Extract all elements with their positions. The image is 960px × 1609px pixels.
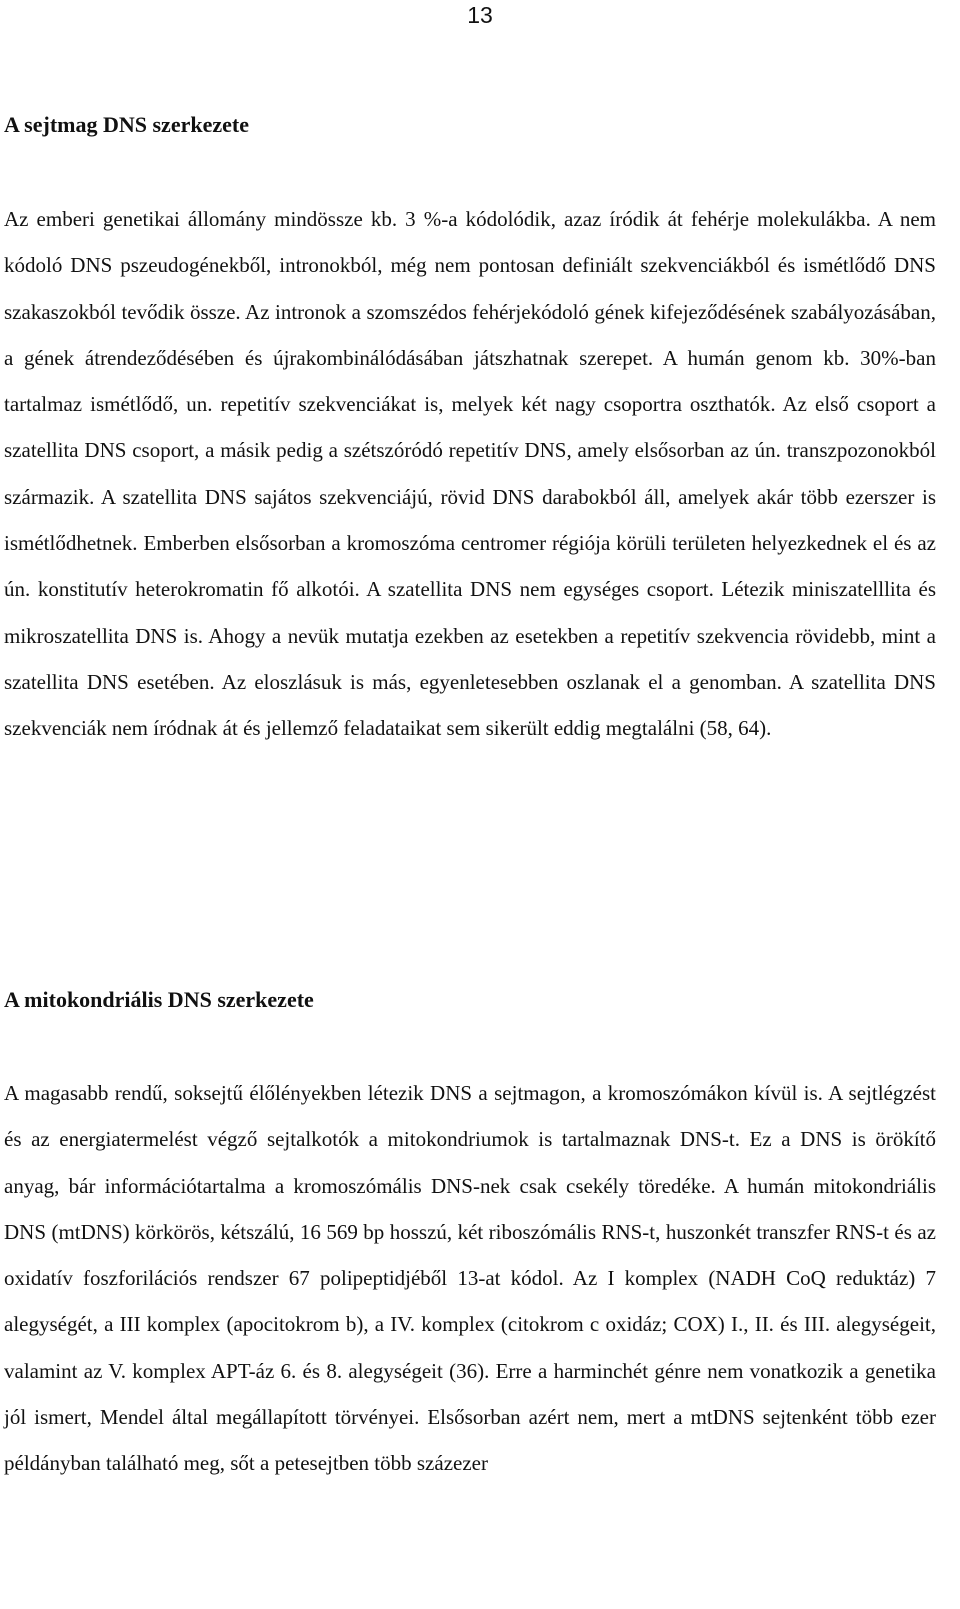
paragraph-nuclear-dna: Az emberi genetikai állomány mindössze kb. 3 %-a kódolódik, azaz íródik át fehérje molekulákba. A nem kódoló DNS pszeudogénekből, intronokból, még nem pontosan definiált szekvenciákból és ismétlődő DNS szakaszokból tevődik össze. Az intronok a szomszédos fehérjekódoló gének kifejeződésének szabályozásában, a gének átrendeződésében és újrakombinálódásában játszhatnak szerepet. A humán genom kb. 30%-ban tartalmaz ismétlődő, un. repetitív szekvenciákat is, melyek két nagy csoportra oszthatók. Az első csoport a szatellita DNS csoport, a másik pedig a szétszóródó repetitív DNS, amely elsősorban az ún. transzpozonokból származik. A szatellita DNS sajátos szekvenciájú, rövid DNS darabokból áll, amelyek akár több ezerszer is ismétlődhetnek. Emberben elsősorban a kromoszóma centromer régiója körüli területen helyezkednek el és az ún. konstitutív heterokromatin fő alkotói. A szatellita DNS nem egységes csoport. Létezik miniszatelllita és mikroszatellita DNS is. Ahogy a nevük mutatja ezekben az esetekben a repetitív szekvencia rövidebb, mint a szatellita DNS esetében. Az eloszlásuk is más, egyenletesebben oszlanak el a genomban. A szatellita DNS szekvenciák nem íródnak át és jellemző feladataikat sem sikerült eddig megtalálni (58, 64). (4, 207, 936, 741)
page-number: 13 (467, 2, 493, 28)
section-heading-mitochondrial-dna: A mitokondriális DNS szerkezete (4, 987, 314, 1012)
section-heading-nuclear-dna: A sejtmag DNS szerkezete (4, 112, 249, 137)
paragraph-mitochondrial-dna: A magasabb rendű, soksejtű élőlényekben létezik DNS a sejtmagon, a kromoszómákon kívül is. A sejtlégzést és az energiatermelést végző sejtalkotók a mitokondriumok is tartalmaznak DNS-t. Ez a DNS is örökítő anyag, bár információtartalma a kromoszómális DNS-nek csak csekély töredéke. A humán mitokondriális DNS (mtDNS) körkörös, kétszálú, 16 569 bp hosszú, két riboszómális RNS-t, huszonkét transzfer RNS-t és az oxidatív foszforilációs rendszer 67 polipeptidjéből 13-at kódol. Az I komplex (NADH CoQ reduktáz) 7 alegységét, a III komplex (apocitokrom b), a IV. komplex (citokrom c oxidáz; COX) I., II. és III. alegységeit, valamint az V. komplex APT-áz 6. és 8. alegységeit (36). Erre a harminchét génre nem vonatkozik a genetika jól ismert, Mendel által megállapított törvényei. Elsősorban azért nem, mert a mtDNS sejtenként több ezer példányban található meg, sőt a petesejtben több százezer (4, 1081, 936, 1476)
